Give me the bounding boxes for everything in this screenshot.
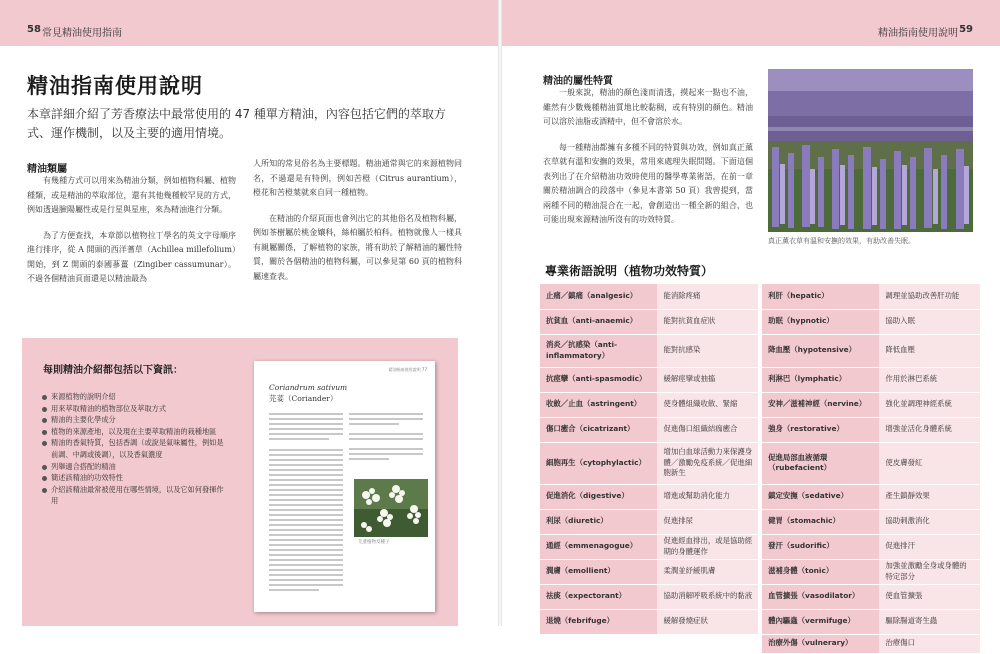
text-line bbox=[269, 539, 343, 541]
term-cell: 血管擴張（vasodilator） bbox=[762, 584, 879, 609]
paragraph: 一般來說，精油的顏色淺而清透，摸起來一點也不油，雖然有少數幾種精油質地比較黏稠，或有特別的顏色。精油可以溶於油脂或酒精中，但不會溶於水。 bbox=[543, 88, 753, 126]
text-line bbox=[269, 489, 343, 491]
term-cell: 強身（restorative） bbox=[762, 417, 879, 442]
text-line bbox=[349, 453, 423, 455]
term-cell: 祛痰（expectorant） bbox=[540, 584, 657, 609]
term-cell: 收斂／止血（astringent） bbox=[540, 392, 657, 417]
definition-cell: 促進傷口組織結痂癒合 bbox=[657, 417, 758, 442]
table-row bbox=[540, 609, 980, 634]
section-heading-properties: 精油的屬性特質 bbox=[543, 76, 613, 87]
table-row bbox=[540, 509, 980, 534]
definition-cell: 柔潤並紓緩肌膚 bbox=[657, 559, 758, 584]
text-line bbox=[269, 454, 343, 456]
text-line bbox=[269, 499, 343, 501]
definition-cell: 使身體組織收斂、緊縮 bbox=[657, 392, 758, 417]
table-row bbox=[540, 309, 980, 334]
text-line bbox=[349, 448, 423, 450]
paragraph: 在精油的介紹頁面也會列出它的其他俗名及植物科屬，例如茶樹屬於桃金孃科，絲柏屬於柏科。植物就像人一樣具有親屬關係，了解植物的家族，將有助於了解精油的屬性特質，關於各個精油的植物科屬，可以參見第 60 頁的植物科屬速查表。 bbox=[253, 213, 462, 281]
definition-cell: 緩解發燒症狀 bbox=[657, 609, 758, 634]
text-line bbox=[269, 529, 343, 531]
coriander-flower-illustration bbox=[354, 479, 428, 537]
definition-cell: 增加白血球活動力來保護身體／激勵免疫系統／促進細胞新生 bbox=[657, 442, 758, 484]
list-item: 精油的主要化學成分 bbox=[42, 414, 227, 426]
term-cell: 滋補身體（tonic） bbox=[762, 559, 879, 584]
photo-caption: 真正薰衣草有溫和安撫的效果，有助改善失眠。 bbox=[768, 237, 915, 245]
text-line bbox=[269, 418, 343, 420]
definition-cell: 能消除疼痛 bbox=[657, 284, 758, 309]
text-line bbox=[269, 584, 343, 586]
text-line bbox=[269, 574, 343, 576]
text-line bbox=[349, 433, 423, 435]
definition-cell: 能對抗貧血症狀 bbox=[657, 309, 758, 334]
term-cell: 健胃（stomachic） bbox=[762, 509, 879, 534]
text-line bbox=[349, 413, 423, 415]
term-cell: 抗貧血（anti-anaemic） bbox=[540, 309, 657, 334]
term-cell: 助眠（hypnotic） bbox=[762, 309, 879, 334]
definition-cell: 促進排尿 bbox=[657, 509, 758, 534]
definition-cell: 使皮膚發紅 bbox=[879, 442, 980, 484]
term-cell: 傷口癒合（cicatrizant） bbox=[540, 417, 657, 442]
right-column-text bbox=[543, 86, 753, 228]
term-cell: 通經（emmenagogue） bbox=[540, 534, 657, 559]
text-line bbox=[269, 579, 343, 581]
text-line bbox=[269, 449, 343, 451]
lavender-field-photo bbox=[768, 69, 973, 232]
definition-cell: 增進或幫助消化能力 bbox=[657, 484, 758, 509]
definition-cell: 加強並激勵全身或身體的特定部分 bbox=[879, 559, 980, 584]
text-line bbox=[269, 519, 343, 521]
term-cell: 鎮定安撫（sedative） bbox=[762, 484, 879, 509]
definition-cell: 促進經血排出，或是協助經期的身體運作 bbox=[657, 534, 758, 559]
definition-cell: 能對抗感染 bbox=[657, 334, 758, 367]
term-cell: 利肝（hepatic） bbox=[762, 284, 879, 309]
sample-common-name: 芫荽（Coriander） bbox=[269, 394, 338, 403]
text-line bbox=[269, 524, 343, 526]
definition-cell bbox=[657, 634, 758, 653]
lavender-field-image bbox=[768, 69, 973, 232]
term-cell: 利尿（diuretic） bbox=[540, 509, 657, 534]
term-cell: 降血壓（hypotensive） bbox=[762, 334, 879, 367]
definition-cell: 協助入眠 bbox=[879, 309, 980, 334]
left-running-title: 常見精油使用指南 bbox=[42, 28, 122, 39]
term-cell: 抗痙攣（anti-spasmodic） bbox=[540, 367, 657, 392]
term-cell: 促進局部血液循環（rubefacient） bbox=[762, 442, 879, 484]
table-row bbox=[540, 334, 980, 367]
sample-page-thumbnail bbox=[254, 361, 435, 612]
left-page-header bbox=[0, 0, 500, 46]
definition-cell: 強化並調理神經系統 bbox=[879, 392, 980, 417]
definition-cell: 協助消解呼吸系統中的黏液 bbox=[657, 584, 758, 609]
table-row bbox=[540, 484, 980, 509]
text-line bbox=[269, 564, 343, 566]
definition-cell: 緩解痙攣或抽搐 bbox=[657, 367, 758, 392]
middle-column-text bbox=[253, 157, 462, 284]
term-cell: 止痛／鎮痛（analgesic） bbox=[540, 284, 657, 309]
list-item: 精油的香氣特質，包括香調（或說是氣味屬性，例如是前調、中調或後調），以及香氣濃度 bbox=[42, 437, 227, 460]
text-line bbox=[349, 418, 423, 420]
intro-paragraph: 本章詳細介紹了芳香療法中最常使用的 47 種單方精油，內容包括它們的萃取方式、運作機制，以及主要的適用情境。 bbox=[27, 107, 446, 140]
text-line bbox=[269, 479, 343, 481]
table-row bbox=[540, 584, 980, 609]
term-cell: 安神／滋補神經（nervine） bbox=[762, 392, 879, 417]
text-line bbox=[349, 423, 399, 425]
paragraph: 人所知的常見俗名為主要標題。精油通常與它的來源植物同名，不過還是有特例，例如苦橙（Citrus aurantium），橙花和苦橙葉就來自同一種植物。 bbox=[253, 159, 462, 197]
table-row bbox=[540, 392, 980, 417]
text-line bbox=[269, 464, 343, 466]
definition-cell: 促進排汗 bbox=[879, 534, 980, 559]
term-cell: 治療外傷（vulnerary） bbox=[762, 634, 879, 653]
text-line bbox=[269, 484, 343, 486]
table-row bbox=[540, 534, 980, 559]
text-line bbox=[269, 544, 343, 546]
text-line bbox=[269, 474, 343, 476]
term-cell: 發汗（sudorific） bbox=[762, 534, 879, 559]
text-line bbox=[269, 559, 343, 561]
list-item: 來源植物的說明介紹 bbox=[42, 391, 227, 403]
right-page-header bbox=[500, 0, 1000, 46]
text-line bbox=[269, 514, 343, 516]
term-cell: 細胞再生（cytophylactic） bbox=[540, 442, 657, 484]
text-line bbox=[269, 428, 343, 430]
section-heading-classification: 精油類屬 bbox=[27, 164, 67, 175]
text-line bbox=[269, 569, 343, 571]
list-item: 植物的來源產地，以及現在主要萃取精油的栽種地區 bbox=[42, 426, 227, 438]
text-line bbox=[269, 459, 343, 461]
definition-cell: 增強並活化身體系統 bbox=[879, 417, 980, 442]
right-page-number: 59 bbox=[959, 24, 973, 35]
text-line bbox=[269, 433, 343, 435]
list-item: 介紹該精油最常被使用在哪些情境，以及它如何發揮作用 bbox=[42, 484, 227, 507]
paragraph: 有幾種方式可以用來為精油分類，例如植物科屬、植物種類，或是精油的萃取部位，還有其他幾種較罕見的方式，例如透過臉陽屬性或是行星與星座，來為精油進行分類。 bbox=[27, 176, 236, 214]
definition-cell: 使血管擴張 bbox=[879, 584, 980, 609]
text-line bbox=[349, 438, 423, 440]
definition-cell: 驅除腸道寄生蟲 bbox=[879, 609, 980, 634]
table-row bbox=[540, 417, 980, 442]
text-line bbox=[269, 504, 343, 506]
term-cell: 潤膚（emollient） bbox=[540, 559, 657, 584]
left-column-text bbox=[27, 174, 236, 287]
text-line bbox=[349, 458, 389, 460]
info-box-list bbox=[42, 391, 227, 507]
list-item: 簡述該精油的功效特性 bbox=[42, 472, 227, 484]
paragraph: 為了方便查找，本章節以植物拉丁學名的英文字母順序進行排序，從 A 開頭的西洋蓍草（Achillea millefolium）開始，到 Z 開頭的泰國蔘薑（Zingiber cassumunar）。不過各個精油頁面還是以精油最為 bbox=[27, 230, 236, 283]
table-row bbox=[540, 634, 980, 653]
definition-cell: 產生鎮靜效果 bbox=[879, 484, 980, 509]
page-title: 精油指南使用說明 bbox=[27, 74, 203, 98]
text-line bbox=[269, 438, 329, 440]
term-cell: 體內驅蟲（vermifuge） bbox=[762, 609, 879, 634]
text-line bbox=[269, 423, 343, 425]
right-running-title: 精油指南使用說明 bbox=[878, 28, 958, 39]
sample-page-header: 精油指南使用說明 77 bbox=[388, 367, 427, 372]
paragraph: 每一種精油都擁有多種不同的特質與功效，例如真正薰衣草就有溫和安撫的效果，常用來處理失眠問題。下面這個表列出了在介紹精油功效時使用的醫學專業術語，在前一章關於精油調合的段落中（參見本書第 50 頁）我曾提到，當兩種不同的精油混合在一起，會創造出一種全新的組合，也可能出現來源精油所沒有的功效特質。 bbox=[543, 142, 753, 224]
terms-table-title: 專業術語說明（植物功效特質） bbox=[545, 264, 714, 278]
text-line bbox=[269, 549, 343, 551]
text-line bbox=[269, 554, 343, 556]
term-cell: 促進消化（digestive） bbox=[540, 484, 657, 509]
text-line bbox=[269, 589, 319, 591]
sample-image-caption: 芫荽植物及種子 bbox=[358, 540, 390, 545]
text-line bbox=[269, 534, 343, 536]
text-line bbox=[269, 509, 343, 511]
info-box-title: 每則精油介紹都包括以下資訊： bbox=[43, 365, 183, 376]
text-line bbox=[269, 469, 343, 471]
term-cell: 退燒（febrifuge） bbox=[540, 609, 657, 634]
definition-cell: 協助刺激消化 bbox=[879, 509, 980, 534]
term-cell: 消炎／抗感染（anti-inflammatory） bbox=[540, 334, 657, 367]
definition-cell: 降低血壓 bbox=[879, 334, 980, 367]
left-page-number: 58 bbox=[27, 24, 41, 35]
term-cell: 利淋巴（lymphatic） bbox=[762, 367, 879, 392]
list-item: 用來萃取精油的植物部位及萃取方式 bbox=[42, 403, 227, 415]
text-line bbox=[269, 494, 343, 496]
book-gutter bbox=[498, 0, 502, 626]
table-row bbox=[540, 367, 980, 392]
sample-latin-name: Coriandrum sativum bbox=[269, 383, 348, 392]
term-cell bbox=[540, 634, 657, 653]
terms-table bbox=[540, 284, 980, 654]
definition-cell: 治療傷口 bbox=[879, 634, 980, 653]
list-item: 列舉適合搭配的精油 bbox=[42, 461, 227, 473]
text-line bbox=[269, 413, 343, 415]
table-row bbox=[540, 284, 980, 309]
table-row bbox=[540, 442, 980, 484]
definition-cell: 作用於淋巴系統 bbox=[879, 367, 980, 392]
table-row bbox=[540, 559, 980, 584]
definition-cell: 調理並協助改善肝功能 bbox=[879, 284, 980, 309]
